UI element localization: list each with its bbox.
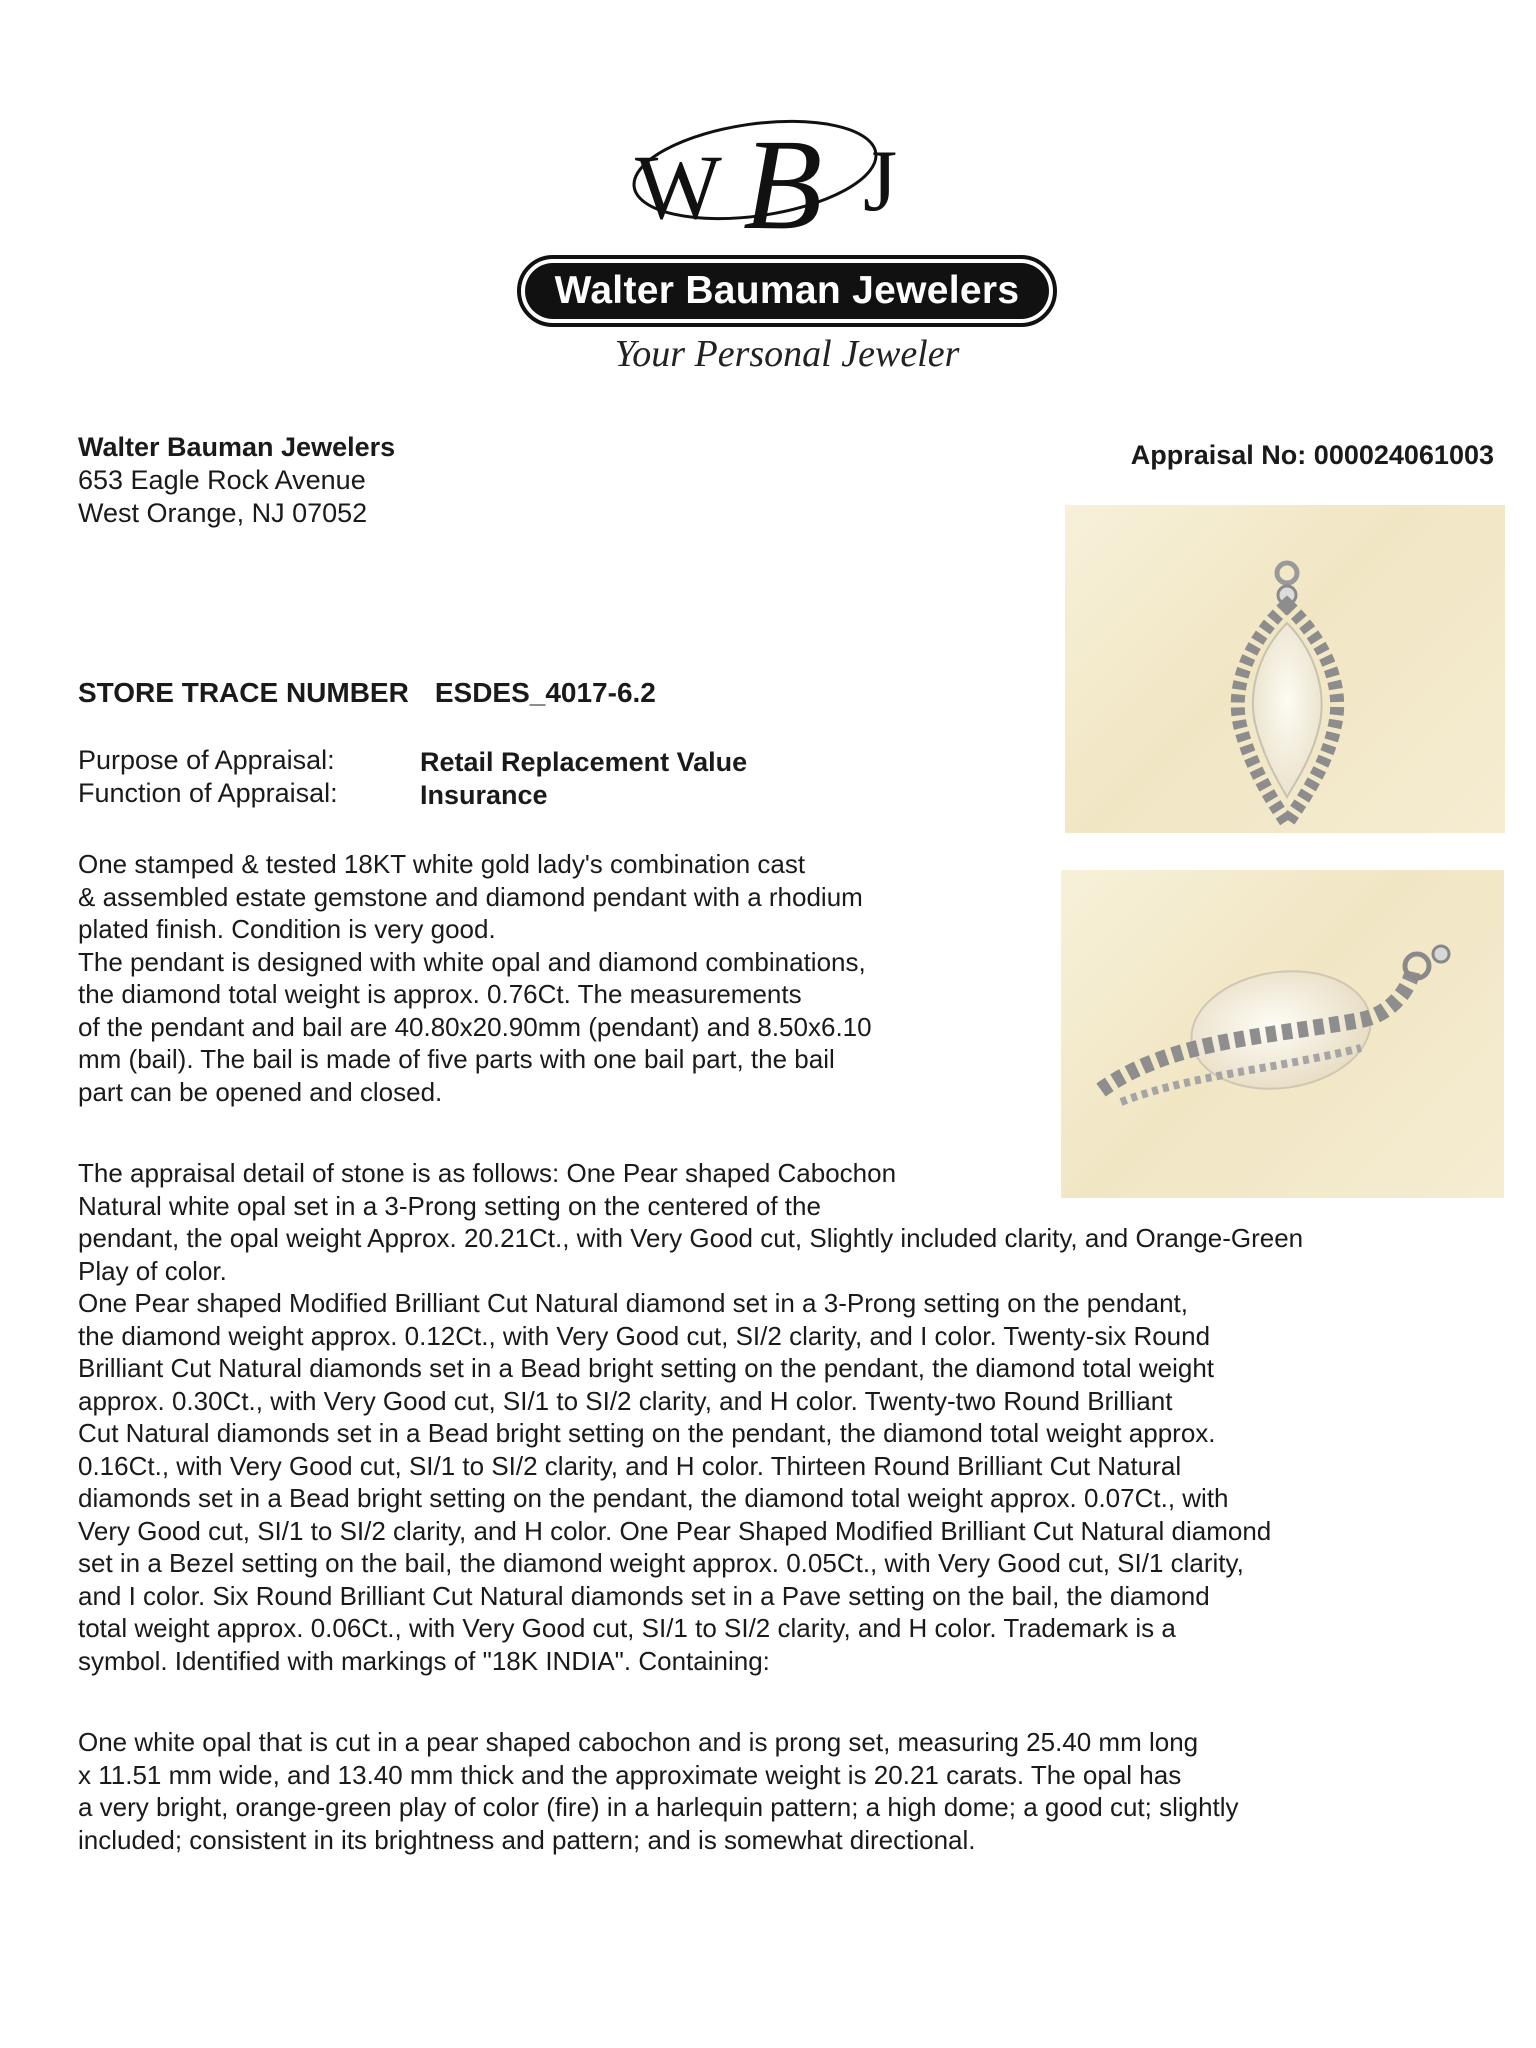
opal-summary-line: included; consistent in its brightness and pattern; and is somewhat directional. (78, 1824, 976, 1855)
stone-detail-line: approx. 0.30Ct., with Very Good cut, SI/1 to SI/2 clarity, and H color. Twenty-two Round Brilliant (78, 1385, 1173, 1416)
stone-detail-line: diamonds set in a Bead bright setting on the pendant, the diamond total weight approx. 0.07Ct., with (78, 1483, 1229, 1513)
stone-detail-line: Natural white opal set in a 3-Prong setting on the centered of the (78, 1190, 821, 1221)
stone-detail-line: set in a Bezel setting on the bail, the diamond weight approx. 0.05Ct., with Very Good cut, SI/1 clarity, (78, 1548, 1244, 1578)
stone-detail-line: symbol. Identified with markings of "18K INDIA". Containing: (78, 1645, 770, 1676)
pendant-side-image (1061, 870, 1504, 1198)
stone-detail-line: One Pear shaped Modified Brilliant Cut Natural diamond set in a 3-Prong setting on the pendant, (78, 1288, 1189, 1318)
logo-tagline: Your Personal Jeweler (614, 333, 960, 375)
appraisal-number-value: 000024061003 (1313, 440, 1494, 470)
stone-detail-line: The appraisal detail of stone is as follows: One Pear shaped Cabochon (78, 1158, 897, 1188)
purpose-label: Purpose of Appraisal: (78, 745, 335, 775)
description-line: part can be opened and closed. (78, 1076, 443, 1107)
trace-label: STORE TRACE NUMBER (78, 677, 409, 708)
store-city: West Orange, NJ 07052 (78, 498, 368, 528)
store-name: Walter Bauman Jewelers (78, 432, 396, 462)
monogram-letter-j: J (863, 133, 898, 230)
stone-detail (78, 1157, 1478, 1677)
appraisal-number-label: Appraisal No: (1130, 440, 1307, 470)
function-label: Function of Appraisal: (78, 778, 338, 808)
stone-detail-line: pendant, the opal weight Approx. 20.21Ct., with Very Good cut, Slightly included clarity, and Orange-Green (78, 1223, 1304, 1253)
stone-detail-line: total weight approx. 0.06Ct., with Very Good cut, SI/1 to SI/2 clarity, and H color. Trademark is a (78, 1613, 1176, 1643)
pendant-description (78, 848, 1008, 1108)
opal-summary-line: a very bright, orange-green play of color (fire) in a harlequin pattern; a high dome; a good cut; slightly (78, 1792, 1239, 1822)
purpose-value: Retail Replacement Value (420, 747, 748, 777)
pendant-photo-front (1065, 505, 1505, 833)
stone-detail-line: Cut Natural diamonds set in a Bead bright setting on the pendant, the diamond total weight approx. (78, 1418, 1216, 1448)
description-line: plated finish. Condition is very good. (78, 914, 496, 944)
stone-detail-line: and I color. Six Round Brilliant Cut Natural diamonds set in a Pave setting on the bail, the diamond (78, 1580, 1210, 1611)
description-line: of the pendant and bail are 40.80x20.90mm (pendant) and 8.50x6.10 (78, 1011, 872, 1042)
description-line: The pendant is designed with white opal and diamond combinations, (78, 946, 866, 977)
opal-summary-line: One white opal that is cut in a pear shaped cabochon and is prong set, measuring 25.40 mm long (78, 1727, 1199, 1757)
logo-badge-text: Walter Bauman Jewelers (525, 263, 1049, 319)
opal-summary-line: x 11.51 mm wide, and 13.40 mm thick and the approximate weight is 20.21 carats. The opal has (78, 1759, 1182, 1790)
description-line: One stamped & tested 18KT white gold lady's combination cast (78, 849, 806, 879)
opal-summary (78, 1726, 1428, 1856)
stone-detail-line: Play of color. (78, 1255, 227, 1286)
description-line: mm (bail). The bail is made of five parts with one bail part, the bail (78, 1044, 835, 1074)
pendant-photo-side (1061, 870, 1504, 1198)
stone-detail-line: Very Good cut, SI/1 to SI/2 clarity, and H color. One Pear Shaped Modified Brilliant Cut Natural diamond (78, 1515, 1272, 1546)
pendant-front-image (1065, 505, 1505, 833)
description-line: & assembled estate gemstone and diamond pendant with a rhodium (78, 881, 863, 912)
trace-value: ESDES_4017-6.2 (434, 677, 656, 708)
description-line: the diamond total weight is approx. 0.76Ct. The measurements (78, 979, 802, 1009)
wbj-monogram-logo (625, 100, 955, 260)
monogram-letter-w: W (635, 136, 722, 238)
store-logo-badge (517, 255, 1057, 327)
stone-detail-line: Brilliant Cut Natural diamonds set in a Bead bright setting on the pendant, the diamond total weight (78, 1353, 1215, 1383)
appraisal-number (1131, 440, 1494, 471)
store-trace-number (78, 677, 656, 709)
function-value: Insurance (420, 780, 548, 810)
monogram-letter-b: B (743, 113, 823, 257)
store-street: 653 Eagle Rock Avenue (78, 465, 366, 495)
stone-detail-line: 0.16Ct., with Very Good cut, SI/1 to SI/2 clarity, and H color. Thirteen Round Brilliant Cut Natural (78, 1450, 1182, 1481)
stone-detail-line: the diamond weight approx. 0.12Ct., with Very Good cut, SI/2 clarity, and I color. Twenty-six Round (78, 1320, 1211, 1351)
